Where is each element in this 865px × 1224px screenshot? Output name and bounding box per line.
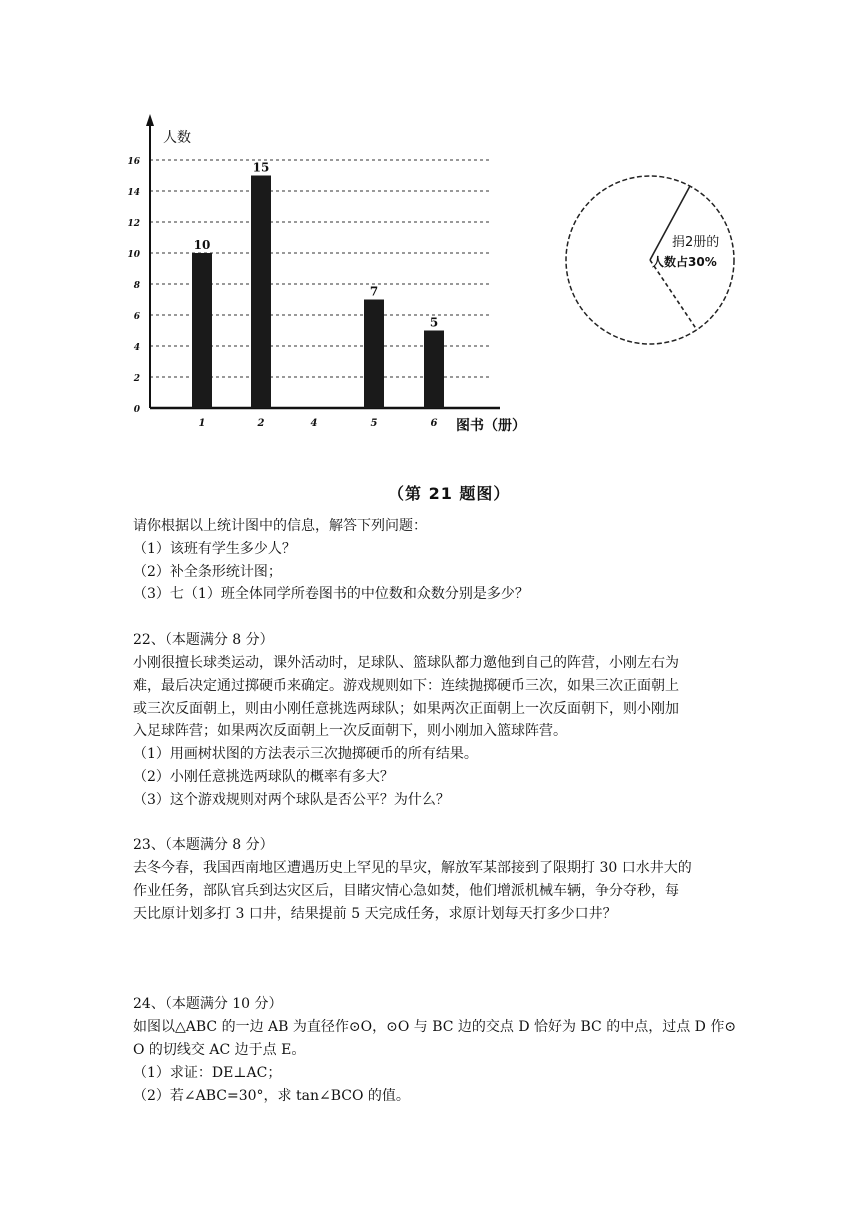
- bar: [364, 300, 384, 409]
- q21-item-2: （2）补全条形统计图；: [133, 564, 282, 580]
- y-axis-label: 人数: [163, 130, 191, 146]
- x-tick-label: 5: [370, 418, 378, 429]
- bar: [251, 176, 271, 409]
- x-tick-label: 4: [310, 418, 318, 429]
- q23-title: 23、（本题满分 8 分）: [133, 837, 274, 853]
- y-tick-label: 4: [133, 343, 140, 353]
- q24-body-2: O 的切线交 AC 边于点 E。: [133, 1042, 306, 1058]
- q23-body-2: 作业任务，部队官兵到达灾区后，目睹灾情心急如焚，他们增派机械车辆，争分夺秒，每: [133, 883, 679, 899]
- x-axis-label: 图书（册）: [456, 418, 526, 434]
- pie-chart: [566, 176, 734, 344]
- q21-item-1: （1）该班有学生多少人？: [133, 541, 296, 557]
- q22-body-3: 或三次反面朝上，则由小刚任意挑选两球队；如果两次正面朝上一次反面朝下，则小刚加: [133, 701, 679, 717]
- bar: [424, 331, 444, 409]
- y-tick-label: 10: [127, 250, 140, 260]
- y-tick-label: 0: [133, 405, 140, 415]
- q22-body-2: 难，最后决定通过掷硬币来确定。游戏规则如下：连续抛掷硬币三次，如果三次正面朝上: [133, 678, 679, 694]
- pie-annotation-line1: 捐2册的: [672, 235, 720, 250]
- q24-body-1: 如图以△ABC 的一边 AB 为直径作⊙O，⊙O 与 BC 边的交点 D 恰好为 BC 的中点，过点 D 作⊙: [133, 1019, 737, 1035]
- x-tick-label: 2: [257, 418, 265, 429]
- q22-item-3: （3）这个游戏规则对两个球队是否公平？为什么？: [133, 792, 450, 808]
- pie-annotation-line2: 人数占30%: [652, 255, 717, 269]
- y-tick-label: 2: [133, 374, 140, 384]
- y-tick-label: 6: [133, 312, 140, 322]
- y-tick-label: 14: [127, 188, 140, 198]
- q21-intro: 请你根据以上统计图中的信息，解答下列问题：: [133, 518, 427, 534]
- q23-body-3: 天比原计划多打 3 口井，结果提前 5 天完成任务，求原计划每天打多少口井？: [133, 906, 617, 922]
- figure-caption: （第 21 题图）: [388, 484, 511, 503]
- bar-data-label: 7: [369, 284, 379, 299]
- bar-data-label: 5: [429, 315, 439, 330]
- bar-data-label: 15: [252, 160, 270, 175]
- x-tick-label: 6: [430, 418, 438, 429]
- q24-item-1: （1）求证：DE⊥AC；: [133, 1065, 282, 1081]
- y-tick-label: 12: [127, 219, 140, 229]
- bar-chart: [127, 114, 526, 434]
- y-tick-label: 8: [133, 281, 140, 291]
- q24-title: 24、（本题满分 10 分）: [133, 996, 283, 1012]
- q22-title: 22、（本题满分 8 分）: [133, 632, 274, 648]
- x-tick-label: 1: [198, 418, 206, 429]
- statistics-figure: [0, 0, 865, 510]
- q23-body-1: 去冬今春，我国西南地区遭遇历史上罕见的旱灾，解放军某部接到了限期打 30 口水井大的: [133, 860, 692, 876]
- q22-body-4: 入足球阵营；如果两次反面朝上一次反面朝下，则小刚加入篮球阵营。: [133, 723, 567, 739]
- q22-item-2: （2）小刚任意挑选两球队的概率有多大？: [133, 769, 394, 785]
- y-tick-label: 16: [127, 157, 140, 167]
- q24-item-2: （2）若∠ABC=30°，求 tan∠BCO 的值。: [133, 1088, 410, 1104]
- q22-body-1: 小刚很擅长球类运动，课外活动时，足球队、篮球队都力邀他到自己的阵营，小刚左右为: [133, 655, 679, 671]
- pie-slice-border-lower: [650, 260, 697, 330]
- bar-data-label: 10: [193, 238, 211, 252]
- q21-item-3: （3）七（1）班全体同学所卷图书的中位数和众数分别是多少？: [133, 586, 529, 602]
- bar: [192, 253, 212, 408]
- q22-item-1: （1）用画树状图的方法表示三次抛掷硬币的所有结果。: [133, 746, 478, 762]
- y-axis-arrow: [146, 114, 154, 126]
